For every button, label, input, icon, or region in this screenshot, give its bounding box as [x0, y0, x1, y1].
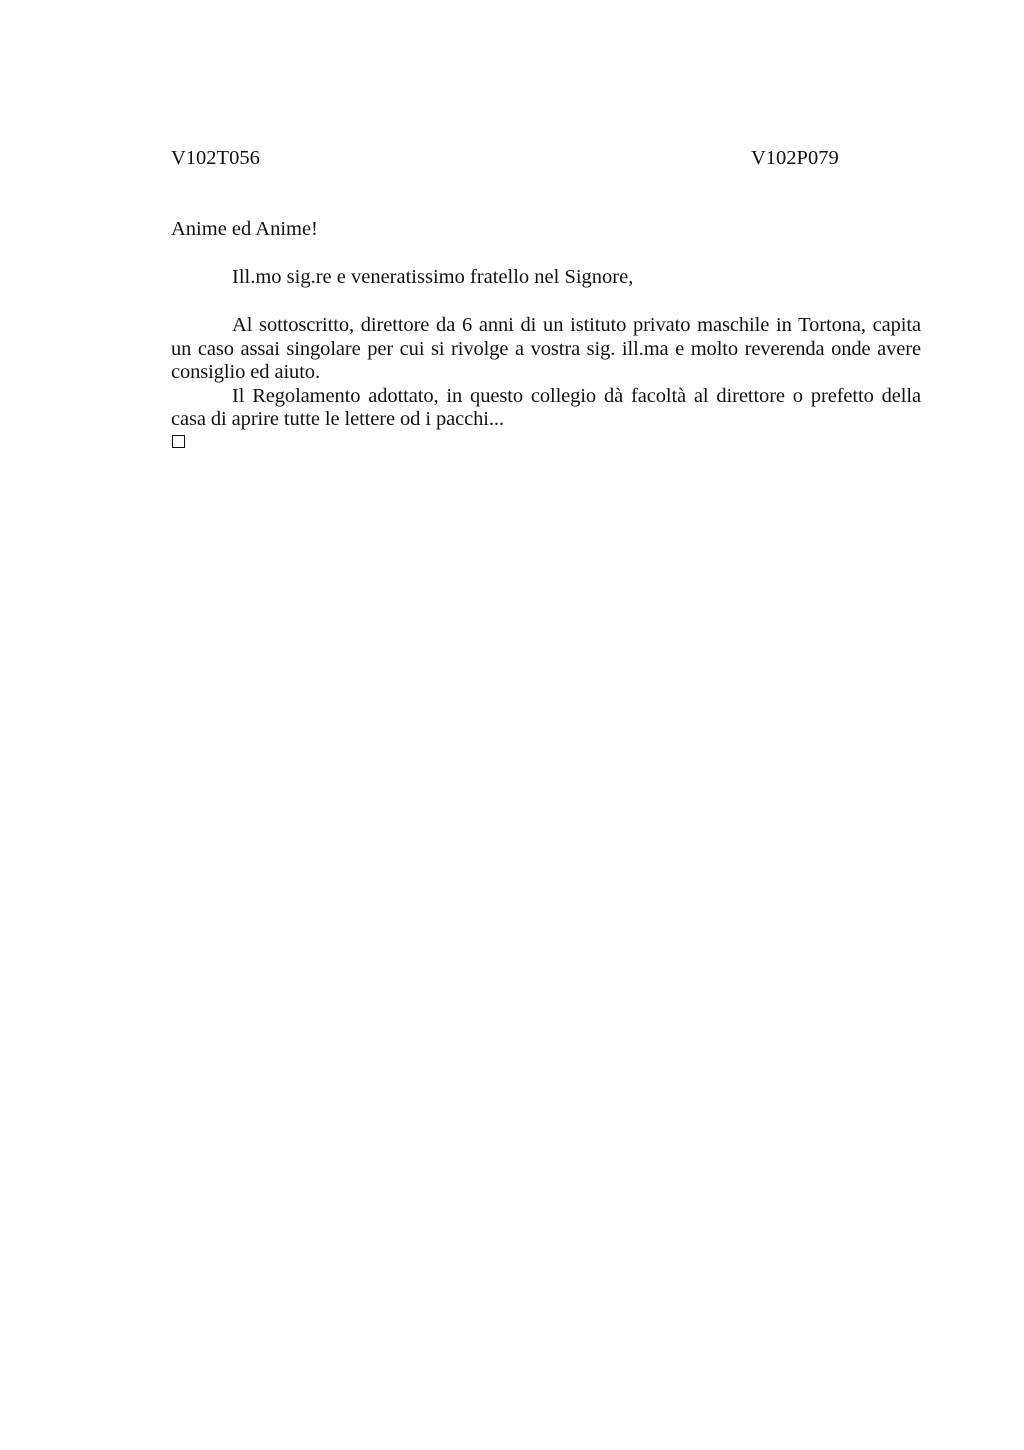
document-code-left: V102T056 — [171, 147, 260, 169]
document-code-right: V102P079 — [751, 147, 839, 169]
letter-paragraph: Il Regolamento adottato, in questo collegio dà facoltà al direttore o prefetto della casa di aprire tutte le lettere od i pacchi... — [171, 384, 921, 430]
letter-paragraph: Al sottoscritto, direttore da 6 anni di un istituto privato maschile in Tortona, capita un caso assai singolare per cui si rivolge a vostra sig. ill.ma e molto reverenda onde avere consiglio ed aiuto. — [171, 314, 921, 383]
letter-salutation: Ill.mo sig.re e veneratissimo fratello nel Signore, — [232, 266, 634, 288]
document-heading: Anime ed Anime! — [171, 218, 318, 240]
empty-square-icon — [172, 435, 185, 448]
letter-body — [171, 314, 921, 432]
